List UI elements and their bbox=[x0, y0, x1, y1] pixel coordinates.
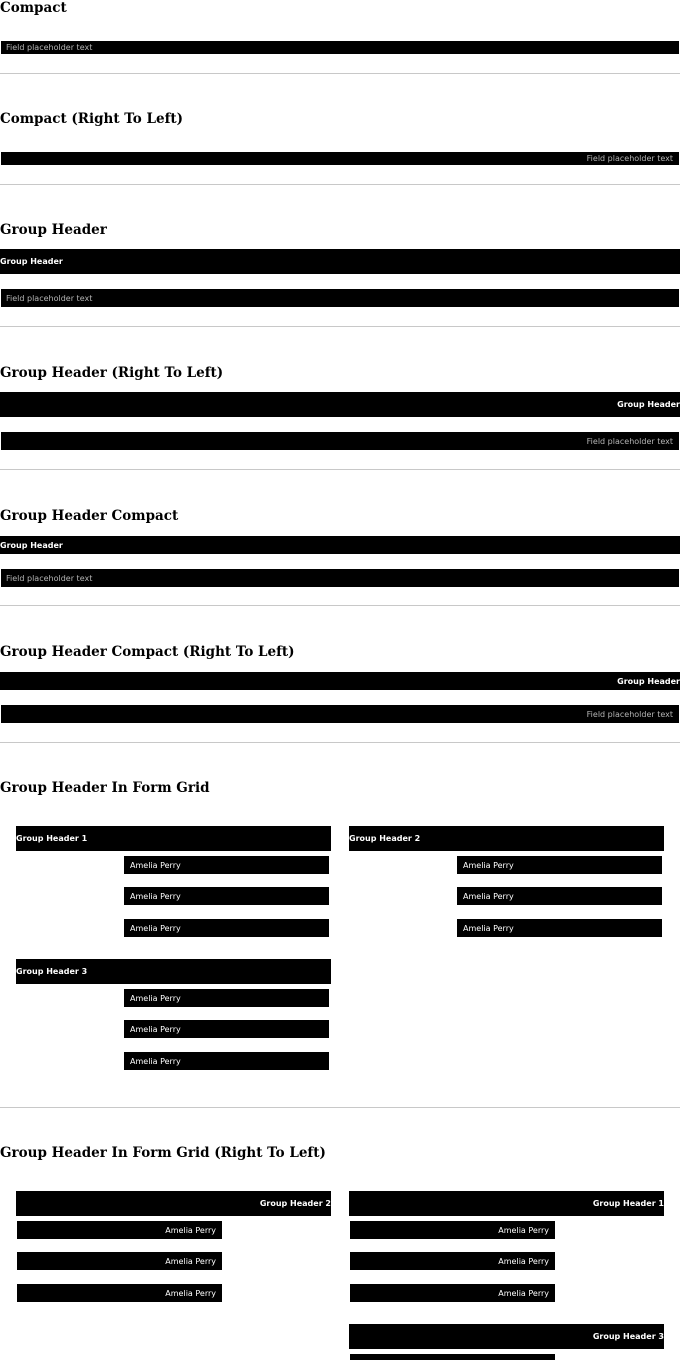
grid-field[interactable]: Amelia Perry bbox=[457, 856, 662, 874]
section-divider bbox=[0, 184, 680, 185]
grid-field[interactable]: Amelia Perry bbox=[124, 989, 329, 1007]
grid-field[interactable]: Amelia Perry bbox=[17, 1221, 222, 1239]
section-divider bbox=[0, 605, 680, 606]
section-divider bbox=[0, 73, 680, 74]
field-compact[interactable]: Field placeholder text bbox=[1, 41, 679, 54]
section-divider bbox=[0, 1107, 680, 1108]
grid-field[interactable]: Amelia Perry bbox=[17, 1284, 222, 1302]
group-header-compact-rtl: Group Header bbox=[0, 672, 680, 690]
grid-field[interactable] bbox=[350, 1354, 555, 1360]
group-header-2: Group Header 2 bbox=[349, 826, 664, 851]
section-title-form-grid-rtl: Group Header In Form Grid (Right To Left) bbox=[0, 1145, 326, 1161]
field-group-header-compact-rtl[interactable]: Field placeholder text bbox=[1, 705, 679, 723]
group-header-1: Group Header 1 bbox=[16, 826, 331, 851]
grid-field[interactable]: Amelia Perry bbox=[350, 1252, 555, 1270]
grid-field[interactable]: Amelia Perry bbox=[457, 887, 662, 905]
section-divider bbox=[0, 742, 680, 743]
section-title-form-grid: Group Header In Form Grid bbox=[0, 780, 210, 796]
section-title-group-header-rtl: Group Header (Right To Left) bbox=[0, 365, 224, 381]
group-header-2-rtl: Group Header 2 bbox=[16, 1191, 331, 1216]
group-header-3-rtl: Group Header 3 bbox=[349, 1324, 664, 1349]
field-group-header-rtl[interactable]: Field placeholder text bbox=[1, 432, 679, 450]
section-title-group-header-compact-rtl: Group Header Compact (Right To Left) bbox=[0, 644, 295, 660]
grid-field[interactable]: Amelia Perry bbox=[124, 1020, 329, 1038]
section-title-compact: Compact bbox=[0, 0, 67, 16]
field-group-header[interactable]: Field placeholder text bbox=[1, 289, 679, 307]
group-header: Group Header bbox=[0, 249, 680, 274]
grid-field[interactable]: Amelia Perry bbox=[124, 856, 329, 874]
section-title-group-header-compact: Group Header Compact bbox=[0, 508, 179, 524]
grid-field[interactable]: Amelia Perry bbox=[124, 919, 329, 937]
group-header-rtl: Group Header bbox=[0, 392, 680, 417]
group-header-compact: Group Header bbox=[0, 536, 680, 554]
grid-field[interactable]: Amelia Perry bbox=[17, 1252, 222, 1270]
group-header-1-rtl: Group Header 1 bbox=[349, 1191, 664, 1216]
section-divider bbox=[0, 469, 680, 470]
grid-field[interactable]: Amelia Perry bbox=[124, 1052, 329, 1070]
field-compact-rtl[interactable]: Field placeholder text bbox=[1, 152, 679, 165]
group-header-3: Group Header 3 bbox=[16, 959, 331, 984]
section-divider bbox=[0, 326, 680, 327]
grid-field[interactable]: Amelia Perry bbox=[457, 919, 662, 937]
section-title-compact-rtl: Compact (Right To Left) bbox=[0, 111, 184, 127]
grid-field[interactable]: Amelia Perry bbox=[350, 1284, 555, 1302]
section-title-group-header: Group Header bbox=[0, 222, 107, 238]
grid-field[interactable]: Amelia Perry bbox=[350, 1221, 555, 1239]
field-group-header-compact[interactable]: Field placeholder text bbox=[1, 569, 679, 587]
grid-field[interactable]: Amelia Perry bbox=[124, 887, 329, 905]
